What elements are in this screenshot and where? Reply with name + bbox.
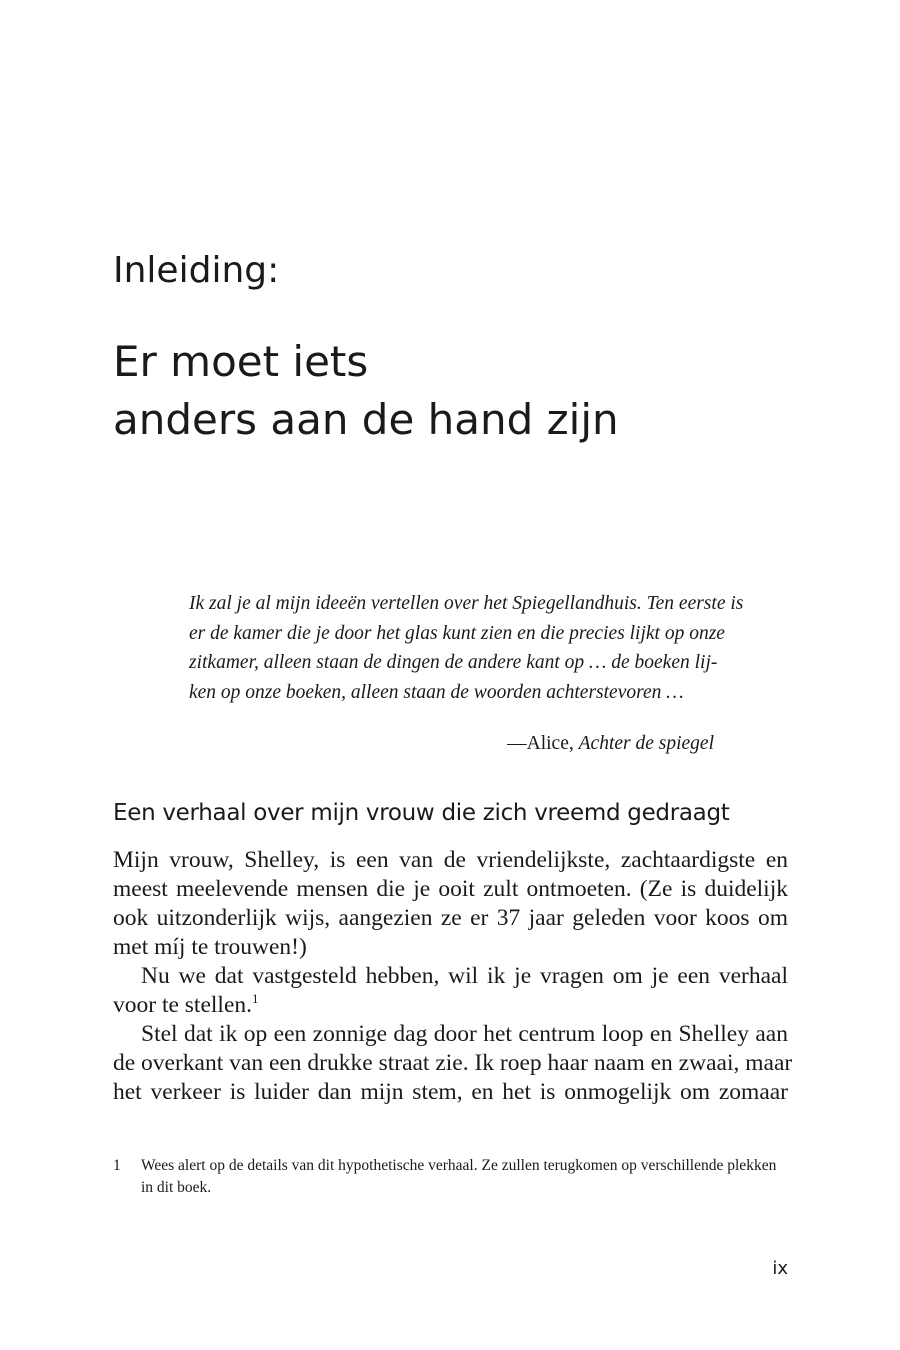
body-line: ook uitzonderlijk wijs, aangezien ze er 37 jaar geleden voor koos om xyxy=(113,905,788,931)
body-line: meest meelevende mensen die je ooit zult ontmoeten. (Ze is duidelijk xyxy=(113,876,788,902)
body-line: Nu we dat vastgesteld hebben, wil ik je vragen om je een verhaal xyxy=(141,963,788,989)
footnote xyxy=(113,1155,788,1199)
footnote-line: in dit boek. xyxy=(141,1179,212,1196)
attribution-author: —Alice, xyxy=(507,733,579,754)
epigraph-line: ken op onze boeken, alleen staan de woorden achterstevoren … xyxy=(189,681,684,703)
footnote-text xyxy=(141,1155,788,1199)
body-line: het verkeer is luider dan mijn stem, en het is onmogelijk om zomaar xyxy=(113,1079,788,1105)
attribution-work-title: Achter de spiegel xyxy=(578,733,714,754)
body-line: de overkant van een drukke straat zie. Ik roep haar naam en zwaai, maar xyxy=(113,1050,793,1076)
chapter-title-line: anders aan de hand zijn xyxy=(113,395,619,444)
section-heading: Een verhaal over mijn vrouw die zich vreemd gedraagt xyxy=(113,800,730,826)
body-line-text: voor te stellen. xyxy=(113,992,253,1018)
body-line: met míj te trouwen!) xyxy=(113,934,307,960)
chapter-title xyxy=(113,333,813,449)
chapter-title-line: Er moet iets xyxy=(113,337,369,386)
chapter-label: Inleiding: xyxy=(113,250,280,291)
epigraph-line: er de kamer die je door het glas kunt zien en die precies lijkt op onze xyxy=(189,622,725,644)
body-line: Mijn vrouw, Shelley, is een van de vriendelijkste, zachtaardigste en xyxy=(113,847,788,873)
body-line xyxy=(113,991,788,1020)
epigraph-quote xyxy=(189,589,744,707)
footnote-line: Wees alert op de details van dit hypothetische verhaal. Ze zullen terugkomen op verschillende plekken xyxy=(141,1157,777,1174)
epigraph-attribution xyxy=(189,733,714,755)
body-text xyxy=(113,846,793,1107)
body-line: Stel dat ik op een zonnige dag door het centrum loop en Shelley aan xyxy=(141,1021,788,1047)
footnote-reference[interactable]: 1 xyxy=(252,991,259,1006)
epigraph-line: Ik zal je al mijn ideeën vertellen over het Spiegellandhuis. Ten eerste is xyxy=(189,593,744,614)
footnote-number: 1 xyxy=(113,1157,121,1174)
page-number: ix xyxy=(772,1258,788,1279)
epigraph-line: zitkamer, alleen staan de dingen de andere kant op … de boeken lij- xyxy=(189,652,718,673)
